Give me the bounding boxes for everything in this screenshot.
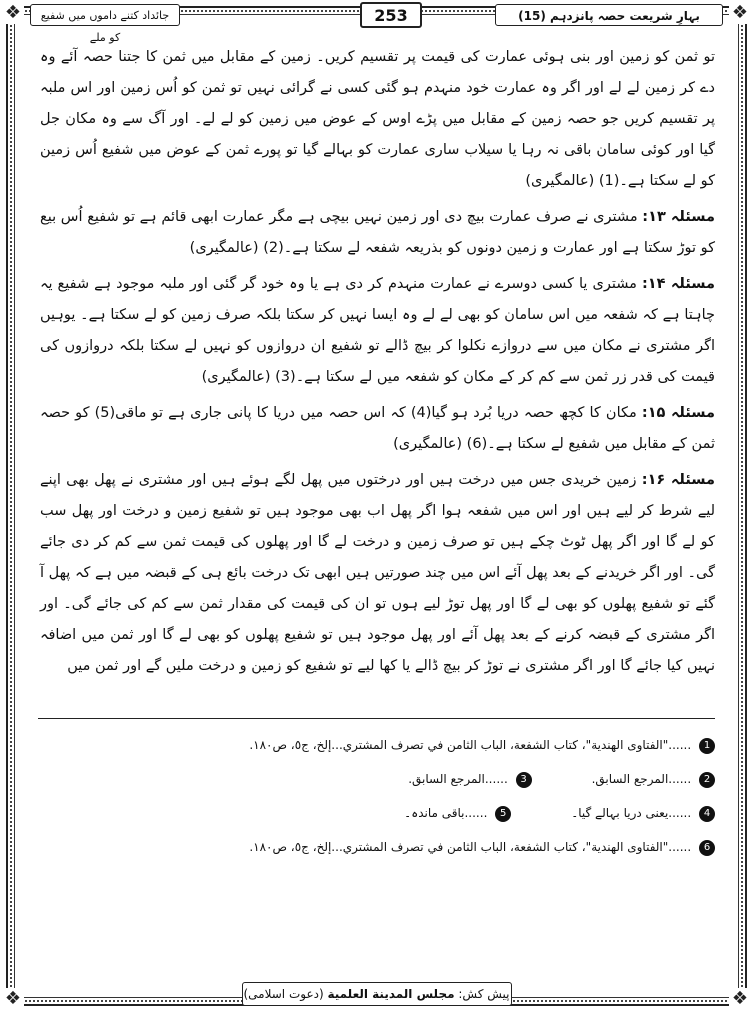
masala-15 bbox=[40, 398, 715, 460]
chapter-subtitle: جائداد کتنے داموں میں شفیع کو ملے bbox=[30, 4, 180, 26]
footnote-1 bbox=[40, 728, 715, 762]
footnotes bbox=[40, 728, 715, 864]
masala-label: مسئلہ ۱۶: bbox=[641, 472, 715, 488]
footnote-text: ......باقی ماندہ۔ bbox=[404, 806, 488, 820]
corner-ornament-icon: ❖ bbox=[729, 2, 751, 24]
footnote-3 bbox=[408, 762, 531, 796]
masala-text: مکان کا کچھ حصہ دریا بُرد ہو گیا(4) کہ اس حصہ میں دریا کا پانی جاری ہے تو ماقی(5) کو حصہ ثمن کے مقابل میں شفیع لے سکتا ہے۔(6) (عالمگیری) bbox=[40, 405, 715, 452]
footer-prefix: پیش کش: bbox=[458, 987, 510, 1001]
footnote-number: 4 bbox=[699, 806, 715, 822]
footnote-2 bbox=[592, 762, 715, 796]
page-header bbox=[30, 2, 723, 44]
masala-label: مسئلہ ۱۵: bbox=[641, 405, 716, 421]
footer-suffix: (دعوت اسلامی) bbox=[243, 987, 324, 1001]
main-text bbox=[40, 42, 715, 687]
masala-text: زمین خریدی جس میں درخت ہیں اور درختوں میں پھل لگے ہوئے ہیں اور مشتری نے پھل بھی اپنے لیے شرط کر لیے ہیں اور اس میں شفعہ ہوا اگر پھل اب بھی موجود ہیں تو شفیع زمین و درخت اور پھل سب کو لے گا اور اگر پھل ٹوٹ چکے ہیں تو صرف زمین و درخت لے گا اور پھلوں کی قیمت ثمن سے کم کر دی جائے گی۔ اور اگر خریدنے کے بعد پھل آئے اس میں چند صورتیں ہیں ابھی تک درخت بائع ہی کے قبضہ میں ہے کہ پھل آ گئے تو شفیع پھلوں کو بھی لے گا اور پھل توڑ لیے ہوں تو ان کی قیمت کی مقدار ثمن سے کم کی جائے گی۔ اور اگر مشتری کے قبضہ کرنے کے بعد پھل آئے اور پھل موجود ہیں تو شفیع پھلوں کو بھی لے گا اور ثمن میں اضافہ نہیں کیا جائے گا اور اگر مشتری نے توڑ کر بیچ ڈالے یا کھا لیے تو شفیع کو زمین و درخت ملیں گے اور ثمن میں bbox=[40, 472, 715, 674]
footnote-text: ......المرجع السابق. bbox=[591, 772, 692, 786]
footnote-row bbox=[40, 796, 715, 830]
masala-label: مسئلہ ۱۳: bbox=[642, 209, 715, 225]
footnote-row bbox=[40, 762, 715, 796]
footnote-6 bbox=[40, 830, 715, 864]
footnote-4 bbox=[571, 796, 715, 830]
masala-16 bbox=[40, 465, 715, 682]
footnote-text: ......المرجع السابق. bbox=[408, 772, 508, 786]
footnote-text: ......"الفتاوی الهندية"، كتاب الشفعة، الباب الثامن في تصرف المشتري...إلخ، ج٥، ص١٨٠. bbox=[249, 738, 692, 752]
footnote-text: ......"الفتاوی الهندية"، كتاب الشفعة، الباب الثامن في تصرف المشتري...إلخ، ج٥، ص١٨٠. bbox=[249, 840, 692, 854]
masala-text: مشتری یا کسی دوسرے نے عمارت منہدم کر دی ہے یا وہ خود گر گئی اور ملبہ موجود ہے شفیع یہ چاہتا ہے کہ شفعہ میں اس سامان کو بھی لے لے وہ ایسا نہیں کر سکتا بلکہ صرف زمین کو لے سکتا ہے۔ یوہیں اگر مشتری نے مکان میں سے دروازے نکلوا کر بیچ ڈالے تو شفیع ان دروازوں کو نہیں لے سکتا بلکہ دروازوں کی قیمت کی قدر زر ثمن سے کم کر کے مکان کو شفعہ میں لے سکتا ہے۔(3) (عالمگیری) bbox=[40, 276, 715, 385]
footnote-number: 2 bbox=[699, 772, 715, 788]
masala-13 bbox=[40, 202, 715, 264]
book-title: بہارِ شریعت حصہ پانزدہم (15) bbox=[495, 4, 723, 26]
footnote-text: ......یعنی دریا بہالے گیا۔ bbox=[571, 806, 692, 820]
page-number: 253 bbox=[360, 2, 422, 28]
corner-ornament-icon: ❖ bbox=[729, 988, 751, 1010]
corner-ornament-icon: ❖ bbox=[2, 2, 24, 24]
publisher-footer bbox=[242, 982, 512, 1006]
footnote-divider bbox=[38, 718, 715, 719]
paragraph: تو ثمن کو زمین اور بنی ہوئی عمارت کی قیمت پر تقسیم کریں۔ زمین کے مقابل میں ثمن کا جتنا حصہ آئے وہ دے کر زمین لے لے اور اگر وہ عمارت خود منہدم ہو گئی کسی نے گرائی نہیں تو ثمن کو اُس زمین اور اس ملبہ پر تقسیم کریں جو حصہ زمین کے مقابل میں پڑے اوس کے عوض میں زمین کو لے لے۔ اور آگ سے وہ مکان جل گیا اور کوئی سامان باقی نہ رہا یا سیلاب ساری عمارت کو بہالے گیا تو پورے ثمن کے عوض میں شفیع اُس زمین کو لے سکتا ہے۔(1) (عالمگیری) bbox=[40, 49, 715, 189]
masala-text: مشتری نے صرف عمارت بیچ دی اور زمین نہیں بیچی ہے مگر عمارت ابھی قائم ہے تو شفیع اُس بیع کو توڑ سکتا ہے اور عمارت و زمین دونوں کو بذریعہ شفعہ لے سکتا ہے۔(2) (عالمگیری) bbox=[40, 209, 715, 256]
footnote-number: 5 bbox=[495, 806, 511, 822]
footnote-number: 3 bbox=[516, 772, 532, 788]
masala-14 bbox=[40, 269, 715, 393]
publisher-name: مجلس المدينة العلمية bbox=[327, 987, 455, 1001]
masala-label: مسئلہ ۱۴: bbox=[641, 276, 715, 292]
footnote-number: 1 bbox=[699, 738, 715, 754]
footnote-5 bbox=[404, 796, 511, 830]
footnote-number: 6 bbox=[699, 840, 715, 856]
corner-ornament-icon: ❖ bbox=[2, 988, 24, 1010]
